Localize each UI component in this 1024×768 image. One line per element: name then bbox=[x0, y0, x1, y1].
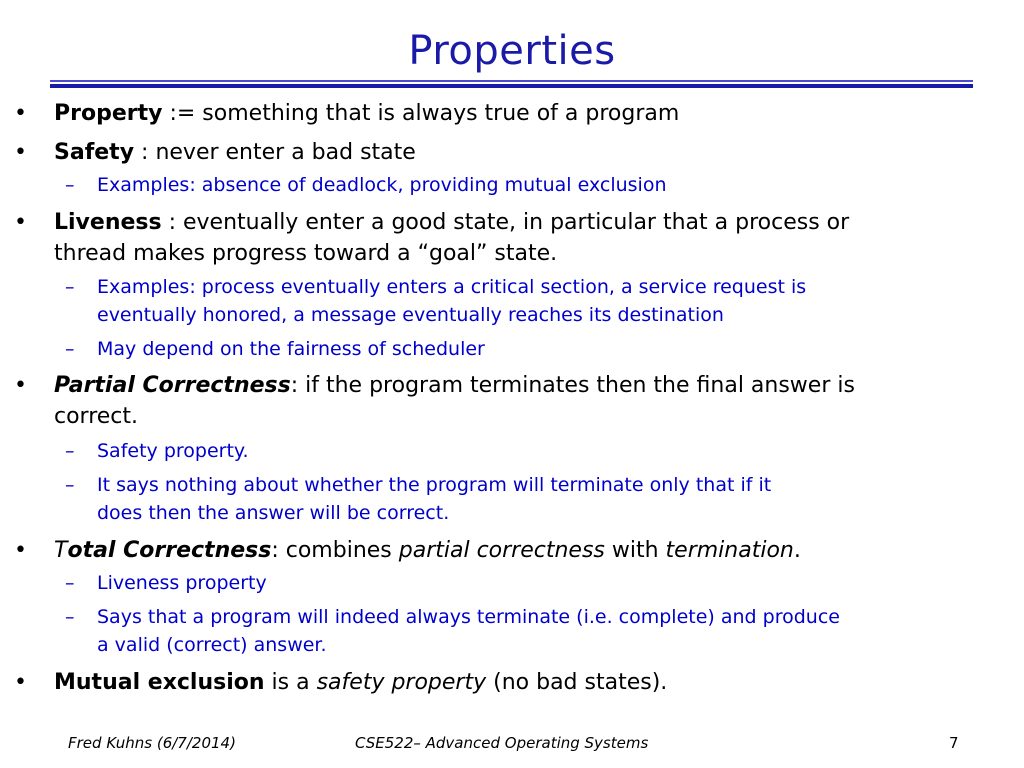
footer-page-number: 7 bbox=[949, 734, 959, 752]
bullet-dot: • bbox=[14, 373, 27, 398]
term-partial-correctness: Partial Correctness bbox=[54, 373, 291, 398]
safety-example: Examples: absence of deadlock, providing mutual exclusion bbox=[97, 174, 667, 196]
definition-property: := something that is always true of a program bbox=[162, 101, 680, 126]
term-safety: Safety bbox=[54, 140, 135, 165]
partial-note-line1: It says nothing about whether the program will terminate only that if it bbox=[97, 474, 772, 496]
total-note-line1: Says that a program will indeed always terminate (i.e. complete) and produce bbox=[97, 606, 840, 628]
footer-course: CSE522– Advanced Operating Systems bbox=[355, 734, 649, 752]
term-property: Property bbox=[54, 101, 163, 126]
bullet-dot: • bbox=[14, 140, 27, 165]
liveness-fairness: May depend on the fairness of scheduler bbox=[97, 338, 485, 360]
total-liveness: Liveness property bbox=[97, 572, 267, 594]
bullet-dot: • bbox=[14, 670, 27, 695]
slide-title: Properties bbox=[408, 28, 616, 74]
definition-liveness: : eventually enter a good state, in particular that a process or bbox=[161, 210, 850, 235]
term-liveness: Liveness bbox=[54, 210, 162, 235]
definition-partial-line2: correct. bbox=[54, 404, 139, 429]
liveness-example-line2: eventually honored, a message eventually reaches its destination bbox=[97, 304, 724, 326]
bullet-dot: • bbox=[14, 210, 27, 235]
bullet-dot: • bbox=[14, 101, 27, 126]
liveness-example-line1: Examples: process eventually enters a critical section, a service request is bbox=[97, 276, 807, 298]
partial-note-line2: does then the answer will be correct. bbox=[97, 502, 450, 524]
slide-body: • Property := something that is always true of a program • Safety : never enter a bad state – Examples: absence of deadlock, providing mutual exclusion • Liveness : eventually enter a good state, in particular that a process or thread makes progress toward a “goal” state. – Examples: process eventually enters a critical section, a service request is eventually honored, a message eventually reaches its destination – May depend on the fairness of scheduler • Partial Correctness: if the program terminates then the final answer is correct. – Safety property. – It says nothing about whether the program will terminate only that if it does then the answer will be correct. • Total Correctness: combines partial correctness with termination. – Liveness property – Says that a program will indeed always terminate (i.e. complete) and produce a valid (correct) answer. • Mutual exclusion is a safety property (no bad states). bbox=[0, 0, 1024, 768]
footer-author: Fred Kuhns (6/7/2014) bbox=[68, 734, 236, 752]
definition-partial: : if the program terminates then the final answer is bbox=[290, 373, 855, 398]
definition-safety: : never enter a bad state bbox=[134, 140, 416, 165]
partial-safety: Safety property. bbox=[97, 440, 249, 462]
term-mutual-exclusion: Mutual exclusion bbox=[54, 670, 265, 695]
definition-liveness-line2: thread makes progress toward a “goal” state. bbox=[54, 241, 558, 266]
bullet-dot: • bbox=[14, 538, 27, 563]
term-total-correctness: otal Correctness bbox=[67, 538, 272, 563]
total-note-line2: a valid (correct) answer. bbox=[97, 634, 327, 656]
